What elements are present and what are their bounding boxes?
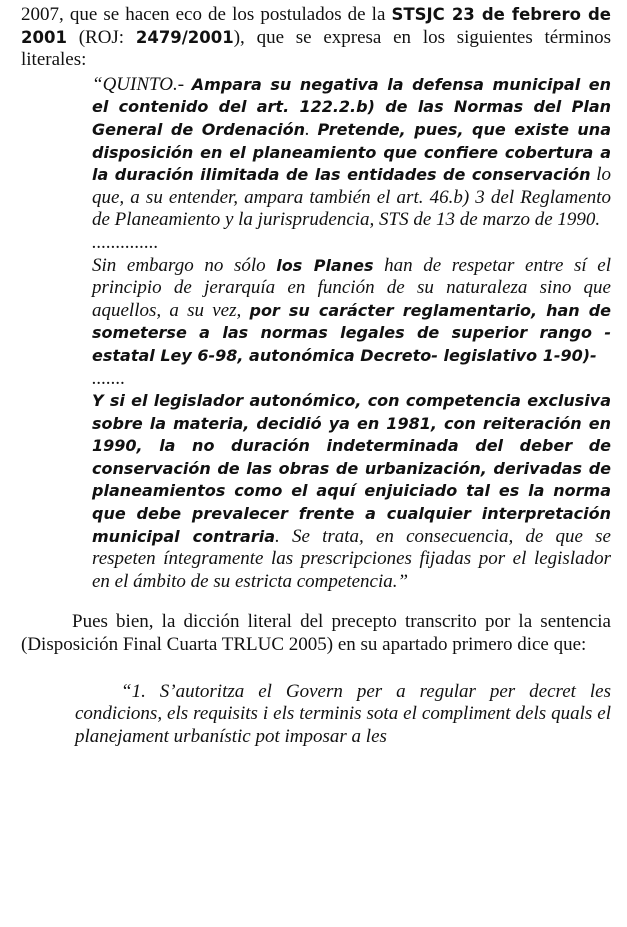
court-ruling-reference: STSJC 23 de febrero de 2001 (21, 5, 611, 47)
quote-p2-bold-1: los Planes (276, 255, 374, 275)
intro-text-1: 2007, que se hacen eco de los postulados de la (21, 4, 392, 25)
intro-text-3: ), que se expresa en los siguientes términos literales: (21, 26, 611, 71)
body-paragraph-2: Pues bien, la dicción literal del precepto transcrito por la sentencia (Disposición Final Cuarta TRLUC 2005) en su apartado primero dice que: (21, 611, 611, 656)
roj-number: 2479/2001 (135, 27, 234, 47)
quote-p1-bold-2: Pretende, pues, que existe una disposición en el planeamiento que confiere cobertura a la duración ilimitada de las entidades de conservación (92, 119, 611, 185)
quote-p1-lead: “QUINTO.- (92, 73, 192, 95)
block-quote-regulation (75, 681, 611, 749)
regulation-quote-text: “1. S’autoritza el Govern per a regular per decret les condicions, els requisits i els terminis sota el compliment dels quals el planejament urbanístic pot imposar a les (75, 680, 611, 747)
intro-paragraph (21, 4, 611, 72)
quote-p2-lead: Sin embargo no sólo (92, 254, 277, 276)
ellipsis-1: .............. (92, 231, 159, 253)
block-quote-ruling (92, 74, 611, 594)
document-page (21, 4, 611, 748)
quote-paragraph-1 (92, 74, 611, 232)
ellipsis-2: ....... (92, 367, 126, 389)
quote-paragraph-3 (92, 390, 611, 593)
quote-p1-sep: . (305, 118, 318, 140)
quote-p3-bold: Y si el legislador autonómico, con competencia exclusiva sobre la materia, decidió ya en 1981, con reiteración en 1990, la no duración indeterminada del deber de conservación de las obras de urbanización, derivadas de planeamientos como el aquí enjuiciado tal es la norma que debe prevalecer frente a cualquier interpretación municipal contraria (92, 391, 611, 546)
quote-p3-tail: . Se trata, en consecuencia, de que se respeten íntegramente las prescripciones fijadas por el legislador en el ámbito de su estricta competencia.” (92, 525, 611, 592)
quote-p2-bold-2: por su carácter reglamentario, han de someterse a las normas legales de superior rango - estatal Ley 6-98, autonómica Decreto- legislativo 1-90)- (92, 300, 612, 365)
quote-p1-tail: lo que, a su entender, ampara también el art. 46.b) 3 del Reglamento de Planeamiento y la jurisprudencia, STS de 13 de marzo de 1990. (92, 164, 612, 231)
quote-p2-mid: han de respetar entre sí el principio de jerarquía en función de su naturaleza sino que aquellos, a su vez, (92, 254, 611, 321)
quote-paragraph-2 (92, 255, 611, 368)
quote-p1-bold-1: Ampara su negativa la defensa municipal en el contenido del art. 122.2.b) de las Normas del Plan General de Ordenación (92, 74, 612, 139)
intro-text-2: (ROJ: (66, 26, 136, 48)
